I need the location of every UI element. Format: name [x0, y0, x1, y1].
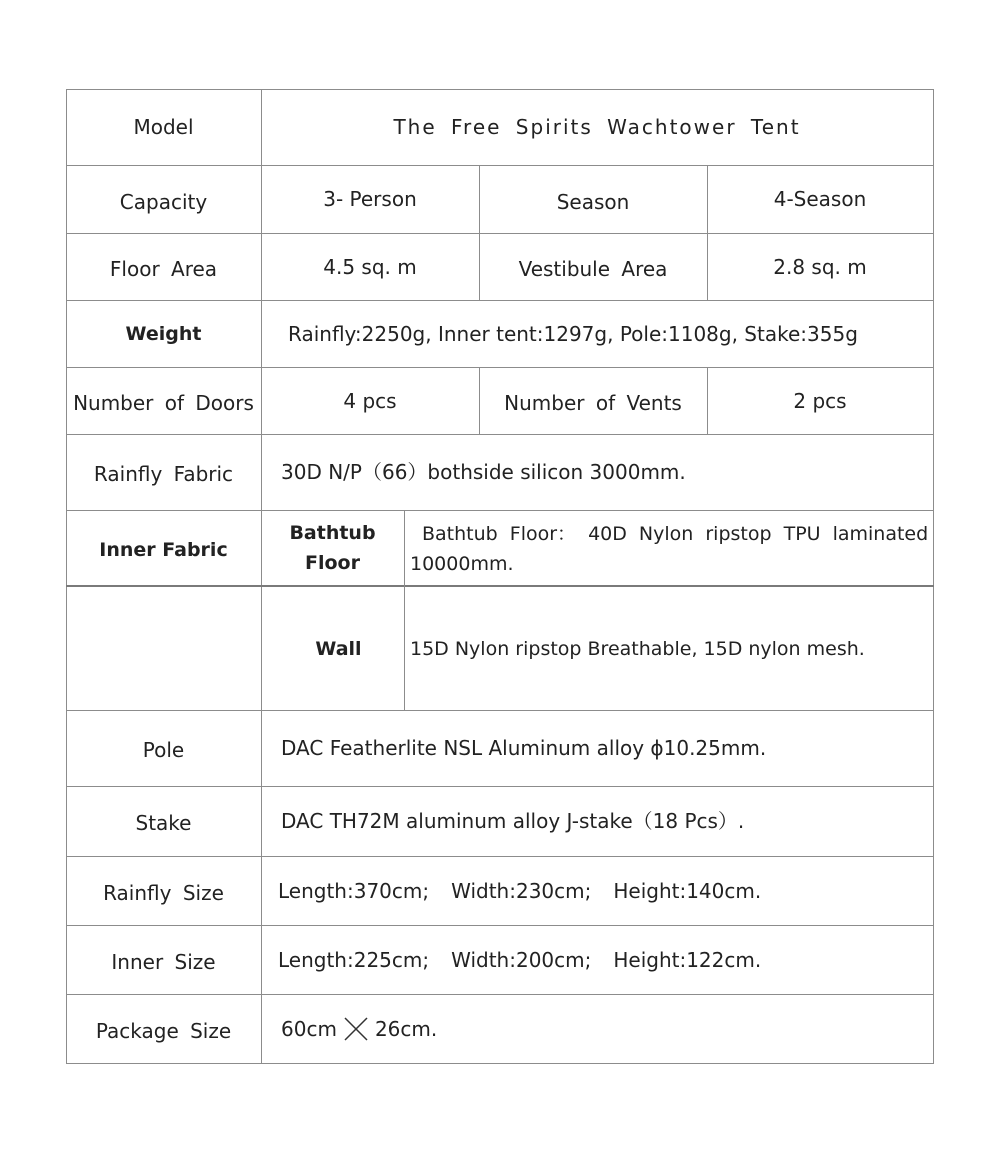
- times-icon: [343, 1016, 369, 1042]
- season-value: 4-Season: [773, 187, 867, 211]
- vents-value: 2 pcs: [793, 388, 847, 413]
- wall-label: Wall: [315, 637, 362, 660]
- package-size-label: Package Size: [95, 1018, 232, 1043]
- capacity-value: 3- Person: [323, 187, 417, 211]
- bathtub-floor-label: [261, 510, 404, 585]
- pole-value: DAC Featherlite NSL Aluminum alloy ϕ10.25mm.: [281, 736, 767, 760]
- bathtub-floor-label-line2: Floor: [305, 551, 360, 574]
- rainfly-width: Width:230cm;: [451, 878, 592, 903]
- inner-size-value: [278, 925, 928, 994]
- rainfly-fabric-value: 30D N/P（66）bothside silicon 3000mm.: [281, 460, 686, 484]
- wall-value: 15D Nylon ripstop Breathable, 15D nylon mesh.: [410, 637, 865, 660]
- inner-width: Width:200cm;: [451, 947, 592, 972]
- rainfly-size-value: [278, 856, 928, 925]
- inner-fabric-label: Inner Fabric: [99, 538, 228, 561]
- bathtub-floor-value-line2: 10000mm.: [410, 553, 514, 575]
- inner-height: Height:122cm.: [613, 947, 762, 972]
- inner-size-label: Inner Size: [111, 949, 216, 974]
- package-dim-2: 26cm.: [374, 1016, 438, 1041]
- vents-label: Number of Vents: [504, 390, 682, 415]
- bathtub-floor-label-line1: Bathtub: [289, 521, 376, 544]
- model-value: The Free Spirits Wachtower Tent: [393, 115, 801, 139]
- package-dim-1: 60cm: [281, 1016, 337, 1041]
- rainfly-fabric-label: Rainfly Fabric: [93, 462, 234, 486]
- capacity-label: Capacity: [119, 189, 208, 214]
- stake-value: DAC TH72M aluminum alloy J-stake（18 Pcs）.: [281, 809, 745, 833]
- vestibule-area-label: Vestibule Area: [518, 256, 668, 281]
- rainfly-size-label: Rainfly Size: [103, 880, 224, 905]
- stake-label: Stake: [135, 811, 192, 835]
- rainfly-length: Length:370cm;: [278, 878, 430, 903]
- floor-area-label: Floor Area: [109, 256, 218, 281]
- rainfly-height: Height:140cm.: [613, 878, 762, 903]
- table-border-right: [933, 89, 934, 1064]
- pole-label: Pole: [142, 738, 185, 762]
- bathtub-floor-value: [410, 513, 930, 585]
- floor-area-value: 4.5 sq. m: [323, 254, 417, 279]
- season-label: Season: [556, 189, 630, 214]
- weight-label: Weight: [125, 322, 202, 345]
- doors-label: Number of Doors: [73, 390, 254, 415]
- vestibule-area-value: 2.8 sq. m: [773, 254, 867, 279]
- doors-value: 4 pcs: [343, 388, 397, 413]
- inner-length: Length:225cm;: [278, 947, 430, 972]
- package-size-value: [281, 994, 921, 1063]
- weight-value: Rainfly:2250g, Inner tent:1297g, Pole:1108g, Stake:355g: [288, 321, 858, 346]
- model-label: Model: [133, 115, 194, 139]
- bathtub-floor-value-line1: Bathtub Floor： 40D Nylon ripstop TPU laminated: [422, 523, 929, 545]
